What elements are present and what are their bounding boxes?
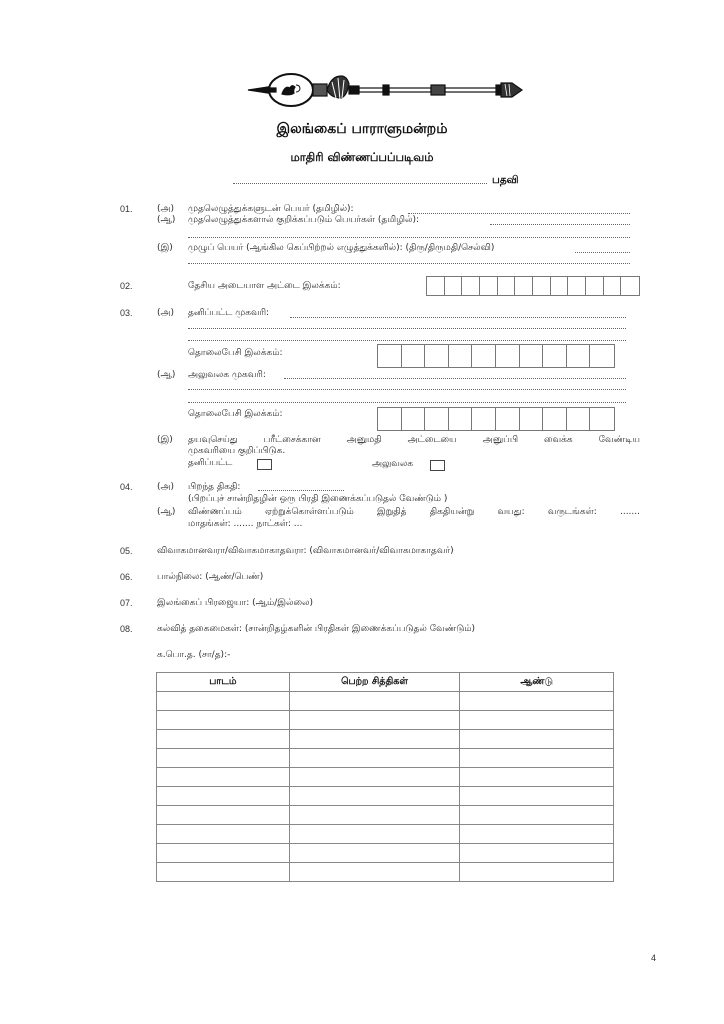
phone-digit-box[interactable] <box>567 408 591 430</box>
phone-digit-box[interactable] <box>543 408 567 430</box>
nic-digit-box[interactable] <box>533 277 551 295</box>
subject-cell[interactable] <box>157 711 290 730</box>
grade-cell[interactable] <box>289 768 460 787</box>
year-cell[interactable] <box>460 825 614 844</box>
q03-c-marker: (இ) <box>157 435 173 445</box>
q01-b-label: முதலெழுத்துக்களால் குறிக்கப்படும் பெயர்கள் (தமிழில்): <box>188 215 419 225</box>
subject-cell[interactable] <box>157 863 290 882</box>
subject-cell[interactable] <box>157 844 290 863</box>
phone-digit-box[interactable] <box>472 345 496 367</box>
q04-a-marker: (அ) <box>157 482 175 492</box>
nic-digit-box[interactable] <box>515 277 533 295</box>
subject-cell[interactable] <box>157 749 290 768</box>
grade-cell[interactable] <box>289 749 460 768</box>
q04-b-line1: விண்ணப்பம் ஏற்றுக்கொள்ளப்படும் இறுதித் திகதியன்று வயது: வருடங்கள்: ....... <box>188 507 640 517</box>
subject-cell[interactable] <box>157 787 290 806</box>
phone-digit-box[interactable] <box>520 345 544 367</box>
phone-digit-box[interactable] <box>472 408 496 430</box>
phone-digit-box[interactable] <box>449 408 473 430</box>
q04-b-marker: (ஆ) <box>157 507 176 517</box>
nic-digit-box[interactable] <box>480 277 498 295</box>
grade-cell[interactable] <box>289 863 460 882</box>
q07-label: இலங்கைப் பிரஜையா: (ஆம்/இல்லை) <box>157 598 314 608</box>
header-year: ஆண்டு <box>460 673 614 692</box>
office-address-field-line3[interactable] <box>188 402 626 403</box>
year-cell[interactable] <box>460 806 614 825</box>
office-address-checkbox[interactable] <box>430 460 445 471</box>
ol-results-table <box>156 672 614 882</box>
header-subject: பாடம் <box>157 673 290 692</box>
nic-digit-box[interactable] <box>568 277 586 295</box>
q01-a-marker: (அ) <box>157 204 175 214</box>
subject-cell[interactable] <box>157 768 290 787</box>
grade-cell[interactable] <box>289 787 460 806</box>
subject-cell[interactable] <box>157 825 290 844</box>
table-row <box>157 825 614 844</box>
q03-c-line1: தயவுசெய்து பரீட்சைக்கான அனுமதி அட்டையை அனுப்பி வைக்க வேண்டிய <box>188 435 640 445</box>
phone-digit-box[interactable] <box>402 408 426 430</box>
year-cell[interactable] <box>460 844 614 863</box>
subject-cell[interactable] <box>157 692 290 711</box>
nic-digit-box[interactable] <box>462 277 480 295</box>
phone-digit-box[interactable] <box>543 345 567 367</box>
personal-address-field-line2[interactable] <box>188 328 626 329</box>
post-label: பதவி <box>492 174 519 186</box>
phone-digit-box[interactable] <box>378 408 402 430</box>
nic-digit-box[interactable] <box>621 277 639 295</box>
year-cell[interactable] <box>460 692 614 711</box>
year-cell[interactable] <box>460 863 614 882</box>
nic-digit-box[interactable] <box>427 277 445 295</box>
q05-number: 05. <box>120 546 133 556</box>
year-cell[interactable] <box>460 730 614 749</box>
year-cell[interactable] <box>460 749 614 768</box>
phone-digit-box[interactable] <box>402 345 426 367</box>
nic-digit-box[interactable] <box>604 277 622 295</box>
grade-cell[interactable] <box>289 844 460 863</box>
q01-c-label: முழுப் பெயர் (ஆங்கில கெப்பிற்றல் எழுத்துக்களில்): (திரு/திருமதி/செல்வி) <box>188 243 495 253</box>
year-cell[interactable] <box>460 768 614 787</box>
phone-digit-box[interactable] <box>425 345 449 367</box>
table-row <box>157 806 614 825</box>
table-row <box>157 787 614 806</box>
table-row <box>157 711 614 730</box>
names-denoted-field-line2[interactable] <box>188 237 630 238</box>
phone-digit-box[interactable] <box>496 345 520 367</box>
nic-digit-box[interactable] <box>498 277 516 295</box>
nic-number-input[interactable] <box>426 276 640 296</box>
q05-label: விவாகமானவரா/விவாகமாகாதவரா: (விவாகமானவர்/விவாகமாகாதவர்) <box>157 546 454 556</box>
q03-a-phone-label: தொலைபேசி இலக்கம்: <box>188 348 283 358</box>
grade-cell[interactable] <box>289 711 460 730</box>
office-phone-input[interactable] <box>377 407 615 431</box>
parliament-mace-emblem <box>246 68 528 112</box>
personal-phone-input[interactable] <box>377 344 615 368</box>
phone-digit-box[interactable] <box>425 408 449 430</box>
date-of-birth-field[interactable] <box>258 490 344 491</box>
q08-number: 08. <box>120 624 133 634</box>
nic-digit-box[interactable] <box>586 277 604 295</box>
option-personal-label: தனிப்பட்ட <box>188 458 233 468</box>
table-header-row <box>157 673 614 692</box>
q04-b-line2: மாதங்கள்: ....... நாட்கள்: ... <box>188 519 303 529</box>
q03-b-marker: (ஆ) <box>157 370 176 380</box>
full-name-field-line2[interactable] <box>188 263 630 264</box>
table-row <box>157 692 614 711</box>
phone-digit-box[interactable] <box>567 345 591 367</box>
q02-number: 02. <box>120 281 133 291</box>
phone-digit-box[interactable] <box>449 345 473 367</box>
subject-cell[interactable] <box>157 806 290 825</box>
subject-cell[interactable] <box>157 730 290 749</box>
document-title: இலங்கைப் பாராளுமன்றம் <box>276 121 448 137</box>
q01-a-label: முதலெழுத்துக்களுடன் பெயர் (தமிழில்): <box>188 204 354 214</box>
grade-cell[interactable] <box>289 730 460 749</box>
page-number: 4 <box>651 953 657 963</box>
phone-digit-box[interactable] <box>496 408 520 430</box>
post-field[interactable] <box>233 183 487 184</box>
q03-b-label: அலுவலக முகவரி: <box>188 370 266 380</box>
full-name-field[interactable] <box>575 252 630 253</box>
q04-number: 04. <box>120 482 133 492</box>
table-row <box>157 749 614 768</box>
q06-number: 06. <box>120 572 133 582</box>
q06-label: பால்நிலை: (ஆண்/பெண்) <box>157 572 264 582</box>
table-row <box>157 768 614 787</box>
personal-address-checkbox[interactable] <box>257 459 272 470</box>
q04-a-note: (பிறப்புச் சான்றிதழின் ஒரு பிரதி இணைக்கப்படுதல் வேண்டும் ) <box>188 494 448 504</box>
q02-label: தேசிய அடையாள அட்டை இலக்கம்: <box>188 281 341 291</box>
office-address-field[interactable] <box>284 378 626 379</box>
phone-digit-box[interactable] <box>590 408 614 430</box>
q08-sub-label: க.பொ.த. (சா/த):- <box>157 650 231 660</box>
q08-label: கல்வித் தகைமைகள்: (சான்றிதழ்களின் பிரதிகள் இணைக்கப்படுதல் வேண்டும்) <box>157 624 475 634</box>
q03-c-line2: முகவரியை குறிப்பிடுக. <box>188 446 286 456</box>
office-address-field-line2[interactable] <box>188 389 626 390</box>
q07-number: 07. <box>120 598 133 608</box>
phone-digit-box[interactable] <box>378 345 402 367</box>
phone-digit-box[interactable] <box>520 408 544 430</box>
table-row <box>157 863 614 882</box>
q04-a-label: பிறந்த திகதி: <box>188 482 241 492</box>
phone-digit-box[interactable] <box>590 345 614 367</box>
nic-digit-box[interactable] <box>445 277 463 295</box>
table-row <box>157 730 614 749</box>
personal-address-field-line3[interactable] <box>188 340 626 341</box>
grade-cell[interactable] <box>289 692 460 711</box>
q01-number: 01. <box>120 204 133 214</box>
q01-b-marker: (ஆ) <box>157 215 176 225</box>
q03-b-phone-label: தொலைபேசி இலக்கம்: <box>188 409 283 419</box>
table-row <box>157 844 614 863</box>
names-denoted-field[interactable] <box>490 224 630 225</box>
nic-digit-box[interactable] <box>551 277 569 295</box>
q03-number: 03. <box>120 308 133 318</box>
option-office-label: அலுவலக <box>372 459 414 469</box>
grade-cell[interactable] <box>289 825 460 844</box>
name-with-initials-field[interactable] <box>408 213 630 214</box>
q03-a-label: தனிப்பட்ட முகவரி: <box>188 308 270 318</box>
document-subtitle: மாதிரி விண்ணப்பப்படிவம் <box>290 150 434 164</box>
q03-a-marker: (அ) <box>157 308 175 318</box>
year-cell[interactable] <box>460 711 614 730</box>
personal-address-field[interactable] <box>290 317 626 318</box>
q01-c-marker: (இ) <box>157 243 173 253</box>
year-cell[interactable] <box>460 787 614 806</box>
header-grades: பெற்ற சித்திகள் <box>289 673 460 692</box>
grade-cell[interactable] <box>289 806 460 825</box>
